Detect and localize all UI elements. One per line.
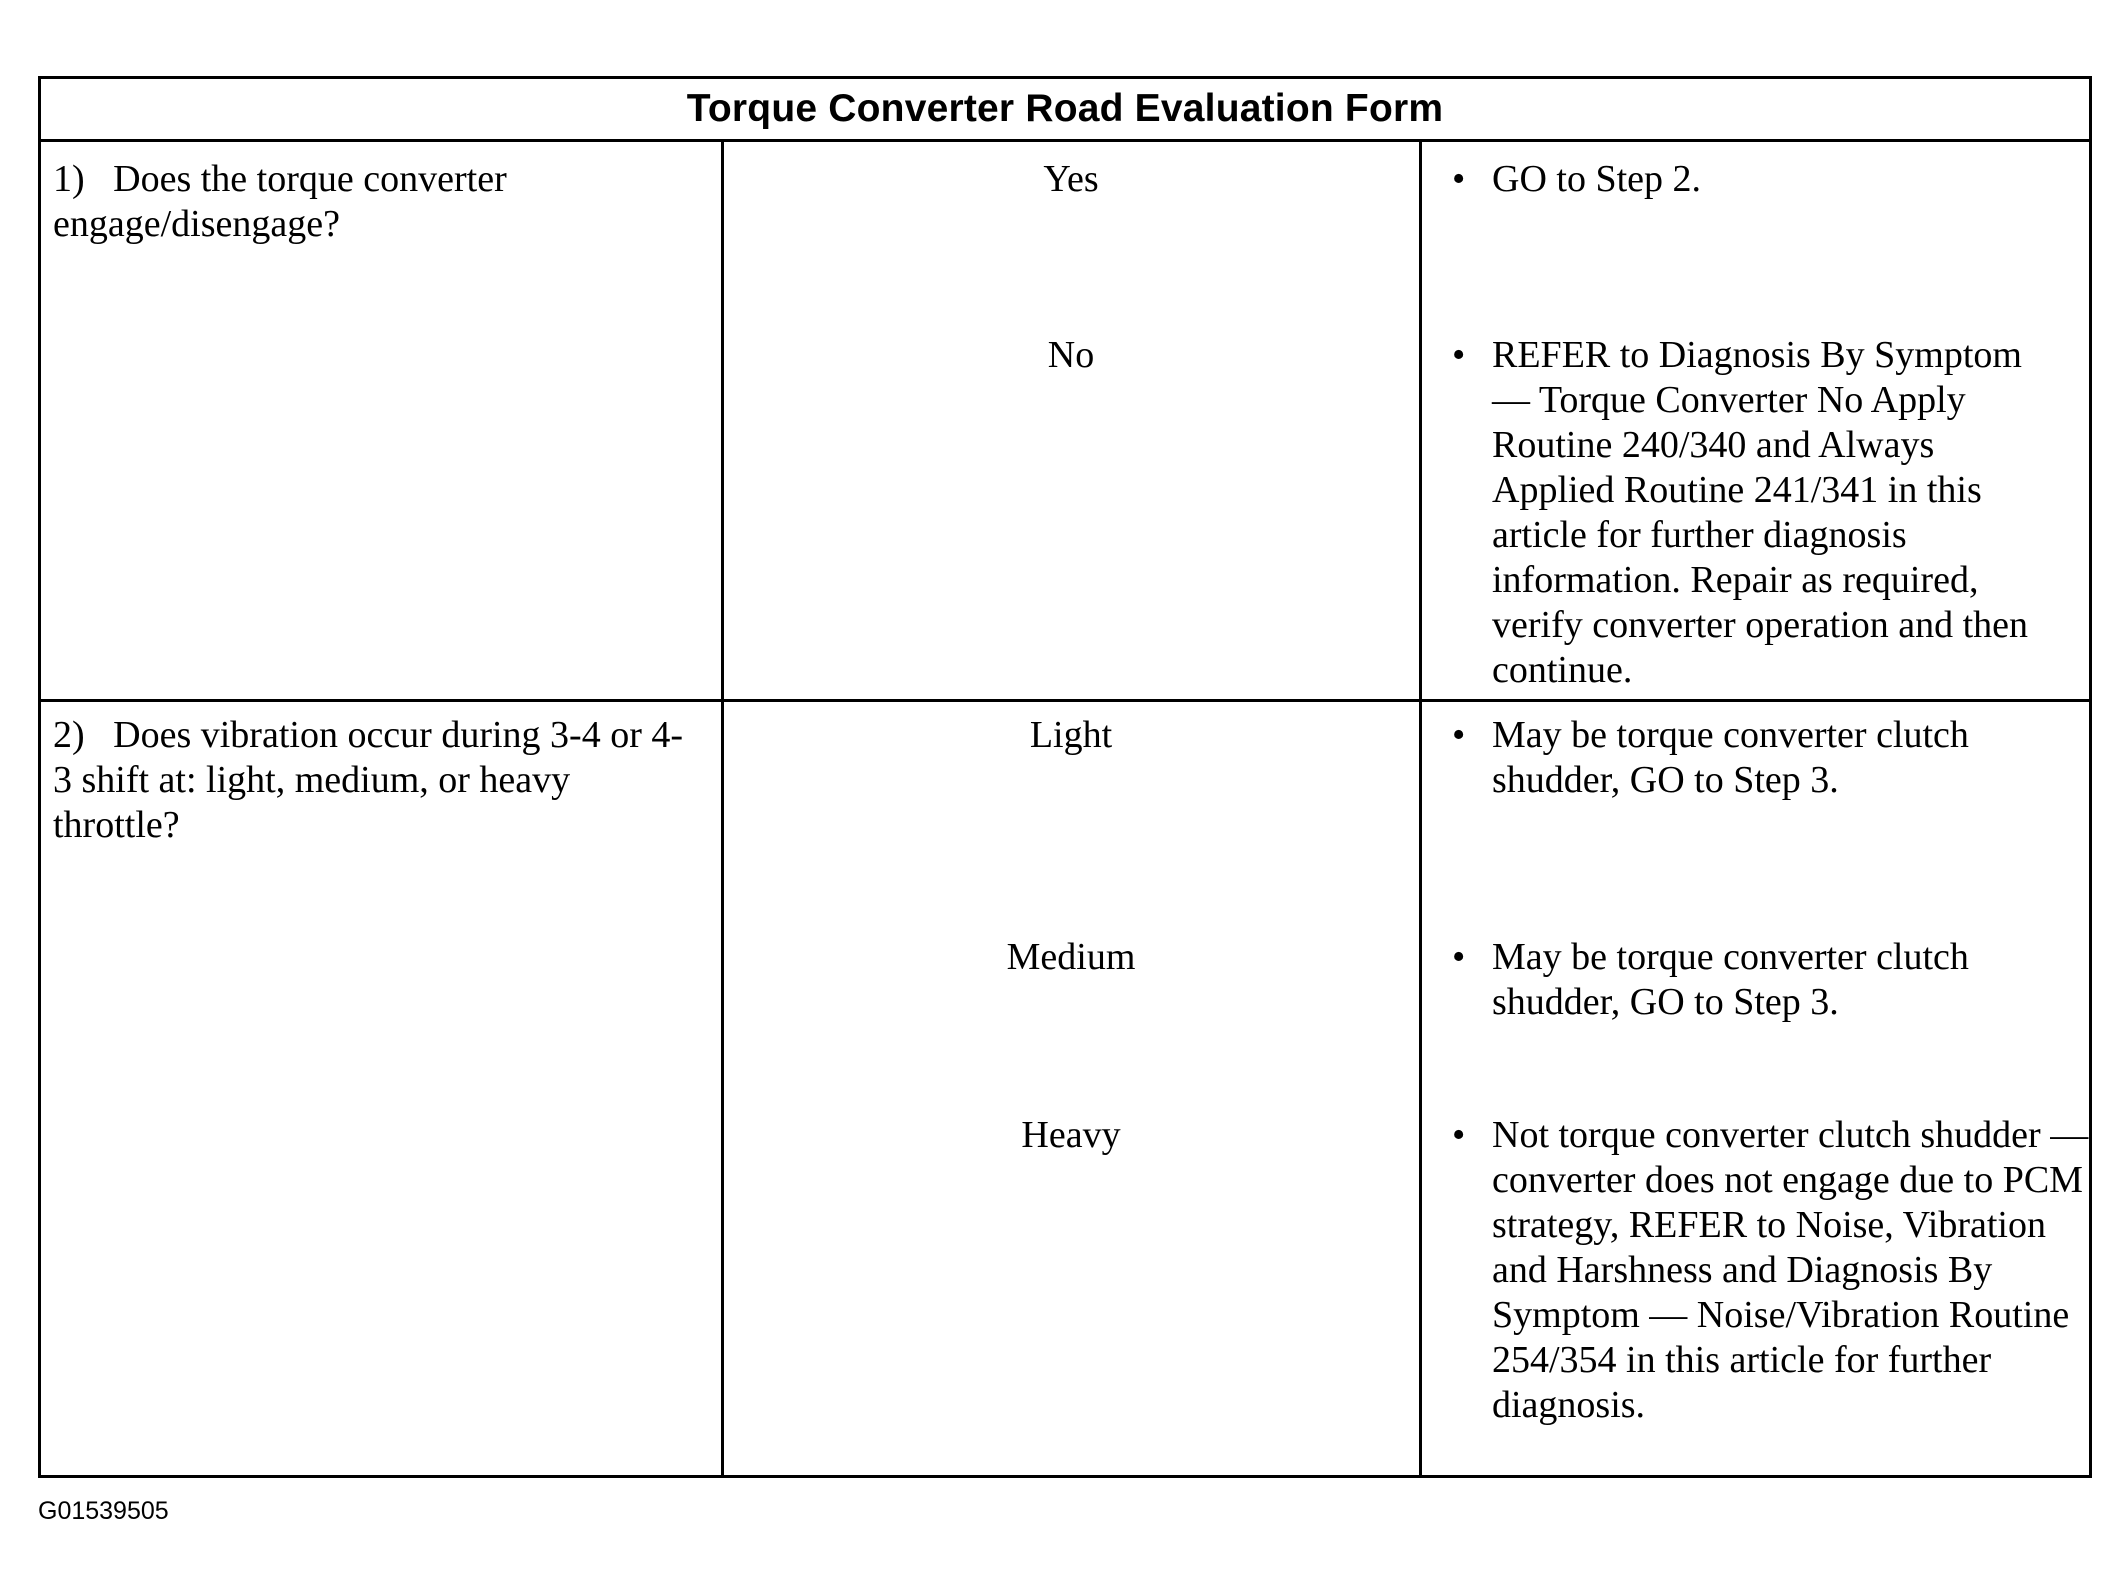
- step-2-answer-heavy: Heavy: [1021, 1114, 1121, 1156]
- step-2-answer-light: Light: [1029, 714, 1113, 756]
- step-2-question: 2) Does vibration occur during 3-4 or 4-3 shift at: light, medium, or heavy throttle?: [53, 714, 684, 846]
- bullet-icon: •: [1452, 334, 1466, 376]
- action-text: Not torque converter clutch shudder — converter does not engage due to PCM strategy, REFER to Noise, Vibration and Harshness and Diagnosis By Symptom — Noise/Vibration Routine 254/354 in this article for further diagnosis.: [1492, 1114, 2089, 1426]
- step-1-answer-yes: Yes: [1043, 158, 1099, 200]
- bullet-icon: •: [1452, 714, 1466, 756]
- step-2-action-medium: [1432, 935, 2032, 1025]
- action-text: May be torque converter clutch shudder, GO to Step 3.: [1492, 714, 1969, 801]
- evaluation-form-table: [38, 76, 2092, 1478]
- action-text: May be torque converter clutch shudder, GO to Step 3.: [1492, 936, 1969, 1023]
- step-1-question: 1) Does the torque converter engage/disengage?: [53, 158, 507, 245]
- step-2-action-heavy: [1432, 1113, 2092, 1428]
- row-divider: [41, 699, 2089, 702]
- bullet-icon: •: [1452, 158, 1466, 200]
- step-2-answer-medium: Medium: [1006, 936, 1136, 978]
- step-2-action-light: [1432, 713, 2032, 803]
- form-title: Torque Converter Road Evaluation Form: [686, 87, 1444, 130]
- step-1-action-yes: [1432, 157, 2092, 202]
- action-text: GO to Step 2.: [1492, 158, 1701, 200]
- figure-id-caption: G01539505: [38, 1497, 169, 1525]
- step-1-action-no: [1432, 333, 2042, 693]
- form-title-row: [41, 79, 2089, 142]
- action-text: REFER to Diagnosis By Symptom — Torque Converter No Apply Routine 240/340 and Always Applied Routine 241/341 in this article for further diagnosis information. Repair as required, verify converter operation and then continue.: [1492, 334, 2028, 691]
- bullet-icon: •: [1452, 1114, 1466, 1156]
- bullet-icon: •: [1452, 936, 1466, 978]
- step-1-answer-no: No: [1047, 334, 1095, 376]
